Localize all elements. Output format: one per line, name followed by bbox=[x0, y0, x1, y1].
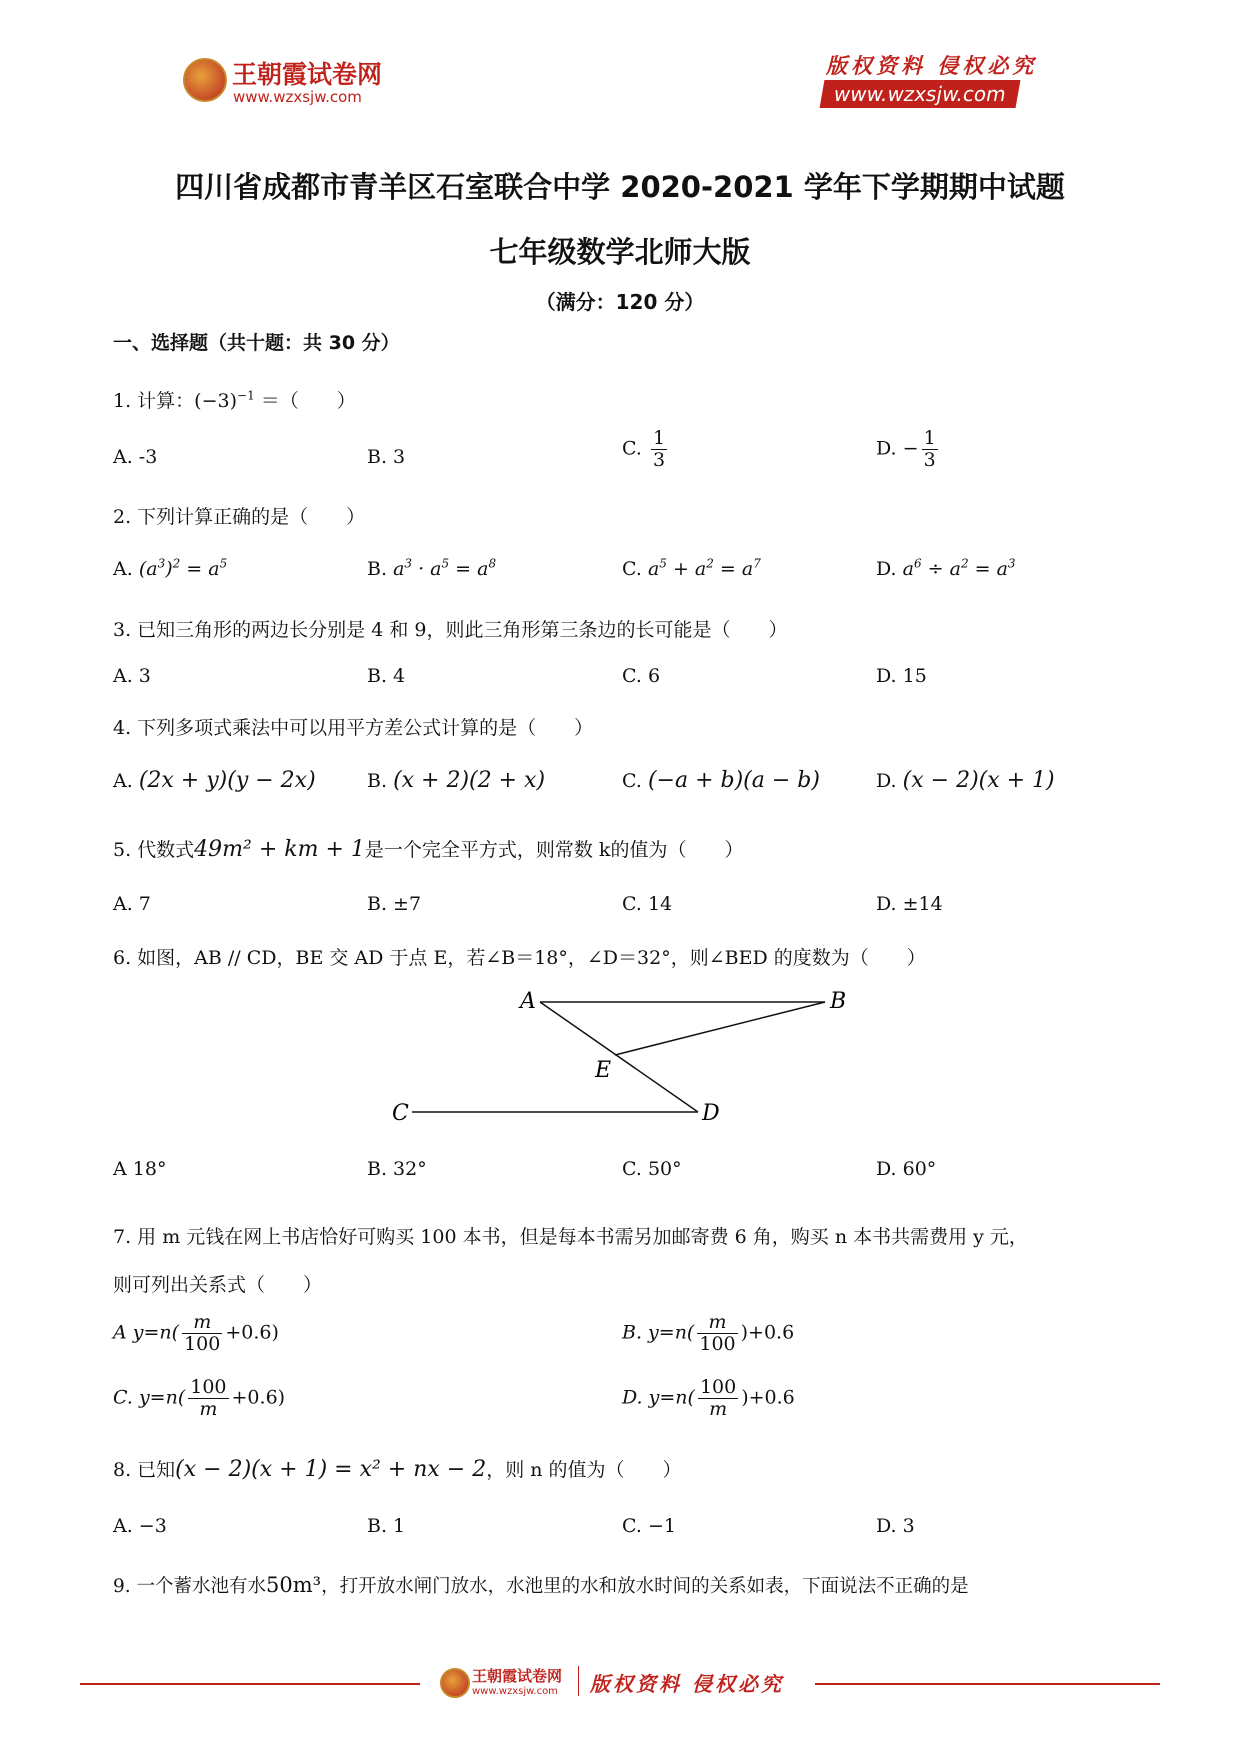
footer-logo-icon bbox=[440, 1668, 470, 1698]
q8-option-a: A. −3 bbox=[113, 1515, 167, 1537]
q7-option-b: B. y=n( $\frac{m}{100}$ )+0.6 bbox=[622, 1311, 795, 1355]
question-6-stem: 6. 如图，AB // CD，BE 交 AD 于点 E，若∠B＝18°，∠D＝32°，则∠BED 的度数为（ ） bbox=[113, 947, 926, 969]
question-1-stem: 1. 计算：$(-3)^{-1}$ ＝（ ） bbox=[113, 388, 356, 412]
q3-option-c: C. 6 bbox=[622, 665, 661, 687]
q2-option-d: D. $a^6 \div a^2 = a^3$ bbox=[876, 556, 1016, 580]
q2-option-a: A. $(a^3)^2 = a^5$ bbox=[113, 556, 228, 580]
q6-option-b: B. 32° bbox=[367, 1158, 427, 1180]
q4-option-b: B. (x + 2)(2 + x) bbox=[367, 768, 546, 793]
point-b-label: B bbox=[830, 989, 847, 1014]
logo-emblem-icon bbox=[183, 58, 227, 102]
q8-option-d: D. 3 bbox=[876, 1515, 915, 1537]
question-5-stem: 5. 代数式49m² + km + 1是一个完全平方式，则常数 k的值为（ ） bbox=[113, 837, 744, 862]
footer-logo-url: www.wzxsjw.com bbox=[472, 1686, 558, 1697]
q1-option-a: A. -3 bbox=[113, 446, 158, 468]
q1-option-c: C. $\frac{1}{3}$ bbox=[622, 427, 666, 471]
footer-copyright: 版权资料 侵权必究 bbox=[590, 1672, 784, 1696]
question-7-stem-cont: 则可列出关系式（ ） bbox=[113, 1274, 323, 1296]
q6-option-d: D. 60° bbox=[876, 1158, 937, 1180]
logo-title: 王朝霞试卷网 bbox=[232, 60, 383, 89]
q5-option-a: A. 7 bbox=[113, 893, 151, 915]
logo-url: www.wzxsjw.com bbox=[233, 88, 362, 106]
segment-ad bbox=[540, 1002, 698, 1112]
page-title: 四川省成都市青羊区石室联合中学 2020-2021 学年下学期期中试题 bbox=[175, 170, 1065, 204]
copyright-notice: 版权资料 侵权必究 bbox=[826, 53, 1038, 78]
point-a-label: A bbox=[520, 989, 536, 1014]
q8-option-b: B. 1 bbox=[367, 1515, 406, 1537]
q5-option-d: D. ±14 bbox=[876, 893, 943, 915]
page-subtitle: 七年级数学北师大版 bbox=[489, 235, 751, 269]
question-4-stem: 4. 下列多项式乘法中可以用平方差公式计算的是（ ） bbox=[113, 717, 594, 739]
header-url-banner[interactable]: www.wzxsjw.com bbox=[820, 80, 1021, 108]
q5-option-b: B. ±7 bbox=[367, 893, 422, 915]
footer-divider-right bbox=[815, 1683, 1160, 1685]
q3-option-a: A. 3 bbox=[113, 665, 151, 687]
q4-option-c: C. (−a + b)(a − b) bbox=[622, 768, 820, 793]
q7-option-c: C. y=n( $\frac{100}{m}$ +0.6) bbox=[113, 1376, 286, 1420]
q8-option-c: C. −1 bbox=[622, 1515, 676, 1537]
section-heading: 一、选择题（共十题：共 30 分） bbox=[113, 332, 400, 354]
q4-option-a: A. (2x + y)(y − 2x) bbox=[113, 768, 316, 793]
point-e-label: E bbox=[595, 1058, 612, 1083]
question-9-stem: 9. 一个蓄水池有水50m³，打开放水闸门放水，水池里的水和放水时间的关系如表，下面说法不正确的是 bbox=[113, 1573, 969, 1597]
q3-option-d: D. 15 bbox=[876, 665, 927, 687]
geometry-figure bbox=[380, 980, 880, 1140]
point-c-label: C bbox=[392, 1101, 409, 1126]
q6-option-c: C. 50° bbox=[622, 1158, 682, 1180]
point-d-label: D bbox=[702, 1101, 720, 1126]
q1-option-d: D. − $\frac{1}{3}$ bbox=[876, 427, 936, 471]
question-7-stem: 7. 用 m 元钱在网上书店恰好可购买 100 本书，但是每本书需另加邮寄费 6 角，购买 n 本书共需费用 y 元， bbox=[113, 1226, 1028, 1248]
question-3-stem: 3. 已知三角形的两边长分别是 4 和 9，则此三角形第三条边的长可能是（ ） bbox=[113, 619, 788, 641]
question-8-stem: 8. 已知(x − 2)(x + 1) = x² + nx − 2，则 n 的值为（ ） bbox=[113, 1457, 682, 1482]
footer-logo-title: 王朝霞试卷网 bbox=[472, 1667, 563, 1685]
question-2-stem: 2. 下列计算正确的是（ ） bbox=[113, 506, 366, 528]
q7-option-d: D. y=n( $\frac{100}{m}$ )+0.6 bbox=[622, 1376, 795, 1420]
q1-option-b: B. 3 bbox=[367, 446, 406, 468]
footer-divider-left bbox=[80, 1683, 420, 1685]
q5-option-c: C. 14 bbox=[622, 893, 673, 915]
full-score: （满分：120 分） bbox=[535, 290, 705, 314]
q7-option-a: A y=n( $\frac{m}{100}$ +0.6) bbox=[113, 1311, 279, 1355]
q2-option-b: B. $a^3 \cdot a^5 = a^8$ bbox=[367, 556, 497, 580]
segment-be bbox=[615, 1002, 825, 1055]
q2-option-c: C. $a^5 + a^2 = a^7$ bbox=[622, 556, 761, 580]
q6-option-a: A 18° bbox=[113, 1158, 167, 1180]
q4-option-d: D. (x − 2)(x + 1) bbox=[876, 768, 1055, 793]
footer-separator bbox=[578, 1666, 579, 1696]
q3-option-b: B. 4 bbox=[367, 665, 406, 687]
